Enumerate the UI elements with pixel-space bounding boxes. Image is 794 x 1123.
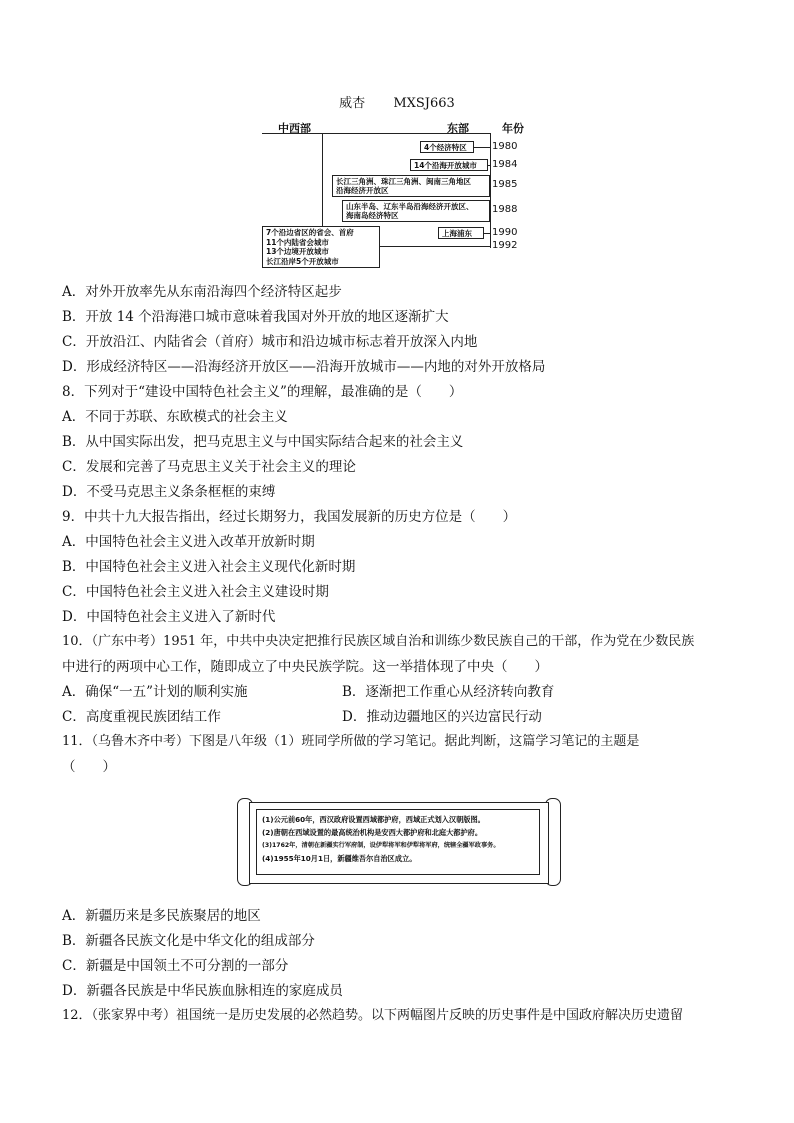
q7-option-b: B．开放 14 个沿海港口城市意味着我国对外开放的地区逐渐扩大 [62, 309, 449, 325]
diagram-year-title: 年份 [502, 122, 524, 135]
year-1980: 1980 [492, 141, 518, 152]
q7-option-d: D．形成经济特区——沿海经济开放区——沿海开放城市——内地的对外开放格局 [62, 359, 546, 375]
q11-option-b: B．新疆各民族文化是中华文化的组成部分 [62, 933, 315, 949]
year-1988: 1988 [492, 204, 518, 215]
diagram-right-title: 东部 [447, 122, 469, 135]
box-14-coastal-cities: 14个沿海开放城市 [410, 159, 488, 171]
diagram-left-title: 中西部 [278, 122, 311, 135]
q8-option-c: C．发展和完善了马克思主义关于社会主义的理论 [62, 459, 356, 475]
q11-stem-line1: 11．（乌鲁木齐中考）下图是八年级（1）班同学所做的学习笔记。据此判断，这篇学习笔记的主题是 [62, 734, 640, 749]
q8-option-a: A．不同于苏联、东欧模式的社会主义 [62, 409, 288, 425]
note-3: (3)1762年，清朝在新疆实行军府制，设伊犁将军和伊犁将军府，统辖全疆军政事务。 [262, 842, 500, 849]
q10-stem-line1: 10．（广东中考）1951 年，中共中央决定把推行民族区域自治和训练少数民族自己的干部，作为党在少数民族 [62, 634, 695, 649]
q11-stem-line2: （ ） [62, 759, 116, 775]
q11-option-c: C．新疆是中国领土不可分割的一部分 [62, 958, 289, 974]
box-delta-open-zones: 长江三角洲、珠江三角洲、闽南三角地区 沿海经济开放区 [332, 175, 490, 197]
q10-option-b: B．逐渐把工作重心从经济转向教育 [342, 684, 555, 700]
note-1: (1)公元前60年，西汉政府设置西域都护府，西域正式划入汉朝版图。 [262, 815, 485, 824]
q8-option-b: B．从中国实际出发，把马克思主义与中国实际结合起来的社会主义 [62, 434, 464, 450]
tick-1992 [380, 246, 490, 247]
q9-option-b: B．中国特色社会主义进入社会主义现代化新时期 [62, 559, 356, 575]
q9-option-c: C．中国特色社会主义进入社会主义建设时期 [62, 584, 329, 600]
scroll-paper [249, 802, 549, 884]
year-1992: 1992 [492, 240, 518, 251]
year-1984: 1984 [492, 159, 518, 170]
q11-option-d: D．新疆各民族是中华民族血脉相连的家庭成员 [62, 983, 343, 999]
tick-1990 [484, 233, 490, 234]
box-inland-border-cities: 7个沿边省区的省会、首府 11个内陆省会城市 13个边境开放城市 长江沿岸5个开放城市 [262, 226, 380, 268]
diagram-timeline-axis [490, 133, 491, 248]
document-header [0, 92, 794, 111]
tick-1980 [474, 147, 490, 148]
diagram-top-axis [262, 133, 490, 134]
note-2: (2)唐朝在西域设置的最高统治机构是安西大都护府和北庭大都护府。 [262, 828, 483, 837]
box-shanghai-pudong: 上海浦东 [438, 227, 484, 239]
q9-stem: 9．中共十九大报告指出，经过长期努力，我国发展新的历史方位是（ ） [62, 509, 517, 525]
box-4-sez: 4个经济特区 [420, 141, 474, 153]
note-4: (4)1955年10月1日，新疆维吾尔自治区成立。 [262, 854, 417, 863]
diagram-divider-line [322, 133, 323, 228]
q8-option-d: D．不受马克思主义条条框框的束缚 [62, 484, 276, 500]
q11-option-a: A．新疆历来是多民族聚居的地区 [62, 908, 261, 924]
q9-option-a: A．中国特色社会主义进入改革开放新时期 [62, 534, 315, 550]
q8-stem: 8．下列对于“建设中国特色社会主义”的理解，最准确的是（ ） [62, 384, 463, 400]
scroll-notes-frame [256, 809, 540, 875]
q10-option-d: D．推动边疆地区的兴边富民行动 [342, 709, 542, 725]
q10-option-a: A．确保“一五”计划的顺利实施 [62, 684, 248, 700]
q10-stem-line2: 中进行的两项中心工作，随即成立了中央民族学院。这一举措体现了中央（ ） [62, 659, 548, 675]
year-1990: 1990 [492, 227, 518, 238]
q10-option-c: C．高度重视民族团结工作 [62, 709, 221, 725]
q9-option-d: D．中国特色社会主义进入了新时代 [62, 609, 276, 625]
header-code: MXSJ663 [393, 96, 455, 111]
q7-option-a: A．对外开放率先从东南沿海四个经济特区起步 [62, 284, 342, 300]
opening-up-diagram [262, 118, 538, 273]
study-notes-scroll [235, 796, 561, 888]
q12-stem: 12．（张家界中考）祖国统一是历史发展的必然趋势。以下两幅图片反映的历史事件是中国政府解决历史遗留 [62, 1008, 684, 1023]
header-author: 威杏 [339, 96, 366, 111]
tick-1984 [488, 165, 490, 166]
q7-option-c: C．开放沿江、内陆省会（首府）城市和沿边城市标志着开放深入内地 [62, 334, 478, 350]
box-peninsula-hainan: 山东半岛、辽东半岛沿海经济开放区、 海南岛经济特区 [342, 200, 490, 222]
year-1985: 1985 [492, 179, 518, 190]
